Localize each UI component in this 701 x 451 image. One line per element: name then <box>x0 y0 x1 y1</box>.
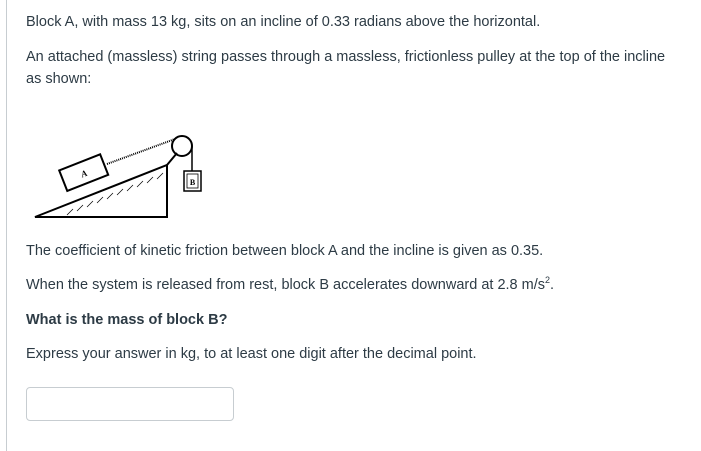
question-paragraph-friction: The coefficient of kinetic friction between block A and the incline is given as 0.35. <box>26 243 544 259</box>
acceleration-exponent: 2 <box>545 275 551 286</box>
answer-input[interactable] <box>26 387 234 421</box>
string-incline <box>107 139 175 164</box>
pulley <box>172 136 192 156</box>
answer-instructions: Express your answer in kg, to at least one digit after the decimal point. <box>26 346 477 362</box>
question-paragraph-acceleration <box>26 274 554 296</box>
incline-pulley-diagram <box>27 127 227 232</box>
acceleration-text: When the system is released from rest, block B accelerates downward at 2.8 m/s <box>26 277 545 293</box>
pulley-support <box>167 153 177 165</box>
question-prompt: What is the mass of block B? <box>26 312 228 328</box>
question-paragraph-block-a: Block A, with mass 13 kg, sits on an incline of 0.33 radians above the horizontal. <box>26 14 541 30</box>
question-paragraph-string-line2: as shown: <box>26 71 92 87</box>
block-b-label: B <box>189 178 196 187</box>
question-paragraph-string-line1: An attached (massless) string passes through a massless, frictionless pulley at the top of the incline <box>26 49 666 65</box>
block-a <box>59 154 108 191</box>
acceleration-period: . <box>550 277 555 293</box>
block-a-label: A <box>79 167 89 180</box>
left-border-rule <box>6 0 7 451</box>
